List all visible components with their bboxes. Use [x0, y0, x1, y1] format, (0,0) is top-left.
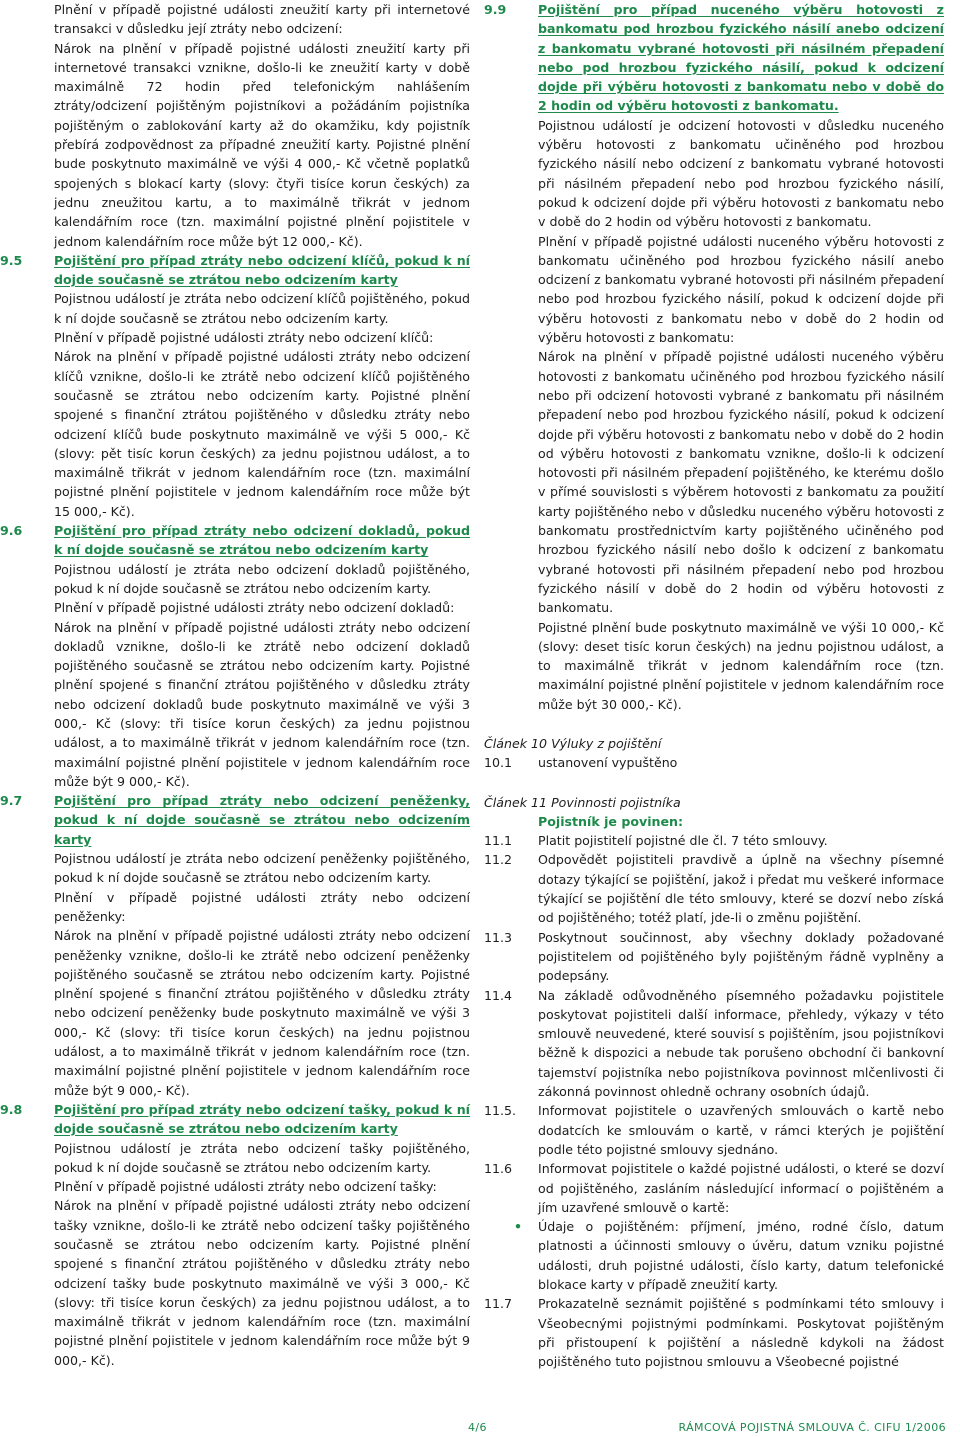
page-number: 4/6	[468, 1421, 487, 1434]
section-heading: Pojištění pro případ ztráty nebo odcizení tašky, pokud k ní dojde současně se ztrátou nebo odcizením karty	[54, 1101, 470, 1137]
item-number: 11.3	[484, 929, 513, 945]
article-11-title: Článek 11 Povinnosti pojistníka	[484, 794, 681, 810]
intro-paragraph: Plnění v případě pojistné události zneužití karty při internetové transakci v důsledku její ztráty nebo odcizení:	[54, 2, 470, 37]
item-text: Poskytnout součinnost, aby všechny doklady požadované pojistitelem od pojištěného byly pojištěným řádně vyplněny a podepsány.	[538, 929, 944, 984]
section-heading: Pojištění pro případ ztráty nebo odcizení peněženky, pokud k ní dojde současně se ztrátou nebo odcizením karty	[54, 793, 470, 847]
section-heading: Pojištění pro případ nuceného výběru hotovosti z bankomatu pod hrozbou fyzického násilí anebo odcizení z bankomatu vybrané hotovosti při násilném přepadení nebo pod hrozbou fyzického násilí, pokud k odcizení dojde při výběru hotovosti z bankomatu nebo v době do 2 hodin od výběru hotovosti z bankomatu.	[538, 2, 944, 114]
section-paragraph: Pojistnou událostí je ztráta nebo odcizení klíčů pojištěného, pokud k ní dojde současně se ztrátou nebo odcizením karty.	[54, 291, 470, 326]
bullet-text: Údaje o pojištěném: příjmení, jméno, rodné číslo, datum platnosti a účinnosti smlouvy o úvěru, datum vzniku pojistné události, druh pojistné události, číslo karty, datum telefonické blokace karty v případě zneužití karty.	[538, 1219, 944, 1292]
section-number: 9.9	[484, 2, 507, 17]
section-9-6	[0, 521, 470, 791]
section-9-7	[0, 791, 470, 1100]
section-paragraph: Nárok na plnění v případě pojistné události ztráty nebo odcizení tašky vznikne, došlo-li ke ztrátě nebo odcizení tašky pojištěného současně se ztrátou nebo odcizením karty. Pojistné plnění spojené s finanční ztrátou pojištěného v důsledku ztráty nebo odcizení tašky bude poskytnuto maximálně ve výši 3 000,- Kč (slovy: tři tisíce korun českých) za jednu pojistnou událost, a to maximálně třikrát v jednom kalendářním roce (tzn. maximální pojistné plnění pojistitele v jednom kalendářním roce může být 9 000,- Kč).	[54, 1198, 470, 1368]
item-text: Informovat pojistitele o uzavřených smlouvách o kartě nebo dodatcích ke smlouvám o kartě, v rámci kterých je pojištění podle této pojistné smlouvy sjednáno.	[538, 1103, 944, 1157]
item-number: 11.4	[484, 987, 513, 1003]
item-text: Prokazatelně seznámit pojištěné s podmínkami této smlouvy i Všeobecnými pojistnými podmínkami. Poskytovat pojištěným při přistoupení k pojištění a následně kdykoli na žádost pojištěného tuto pojistnou smlouvu a Všeobecné pojistné	[538, 1296, 944, 1370]
section-paragraph: Pojistnou událostí je ztráta nebo odcizení peněženky pojištěného, pokud k ní dojde současně se ztrátou nebo odcizením karty.	[54, 851, 470, 886]
section-number: 9.7	[0, 793, 23, 809]
item-number: 11.7	[484, 1296, 513, 1312]
item-number: 11.2	[484, 852, 513, 868]
lead-text: Pojistník je povinen:	[538, 813, 684, 829]
item-text: ustanovení vypuštěno	[538, 755, 678, 771]
item-11-7	[484, 1294, 944, 1371]
section-paragraph: Nárok na plnění v případě pojistné události ztráty nebo odcizení peněženky vznikne, došlo-li ke ztrátě nebo odcizení peněženky pojištěného současně se ztrátou nebo odcizením karty. Pojistné plnění spojené s finanční ztrátou pojištěného v důsledku ztráty nebo odcizení peněženky bude poskytnuto maximálně ve výši 3 000,- Kč (slovy: tři tisíce korun českých) na jednu pojistnou událost, a to maximálně třikrát v jednom kalendářním roce (tzn. maximální pojistné plnění pojistitele v jednom kalendářním roce může být 9 000,- Kč).	[54, 928, 470, 1098]
item-text: Platit pojistitelí pojistné dle čl. 7 této smlouvy.	[538, 833, 828, 849]
item-text: Odpovědět pojistiteli pravdivě a úplně na všechny písemné dotazy týkající se pojištění, jakož i předat mu veškeré informace týkající se pojištění dle této smlouvy, které se dozví nebo získá od pojištěného; totéž platí, jde-li o změnu pojištění.	[538, 852, 944, 926]
section-paragraph: Pojistnou událostí je ztráta nebo odcizení dokladů pojištěného, pokud k ní dojde současně se ztrátou nebo odcizením karty.	[54, 561, 470, 596]
item-number: 11.1	[484, 833, 513, 849]
section-heading: Pojištění pro případ ztráty nebo odcizení dokladů, pokud k ní dojde současně se ztrátou nebo odcizením karty	[54, 523, 470, 558]
section-9-8	[0, 1100, 470, 1370]
section-number: 9.8	[0, 1101, 23, 1117]
section-paragraph: Pojistnou událostí je ztráta nebo odcizení tašky pojištěného, pokud k ní dojde současně se ztrátou nebo odcizením karty.	[54, 1140, 470, 1175]
left-column	[0, 0, 470, 1370]
document-title: RÁMCOVÁ POJISTNÁ SMLOUVA Č. CIFU 1/2006	[678, 1421, 946, 1434]
section-number: 9.5	[0, 252, 23, 268]
item-11-6	[484, 1159, 944, 1217]
item-11-5	[484, 1101, 944, 1159]
bullet-icon: •	[514, 1219, 523, 1235]
section-paragraph: Nárok na plnění v případě pojistné události ztráty nebo odcizení klíčů vznikne, došlo-li ke ztrátě nebo odcizení klíčů pojištěného současně se ztrátou nebo odcizením karty. Pojistné plnění spojené s finanční ztrátou pojištěného v důsledku ztráty nebo odcizení klíčů bude poskytnuto maximálně ve výši 5 000,- Kč (slovy: pět tisíc korun českých) za jednu pojistnou událost, a to maximálně třikrát v jednom kalendářním roce (tzn. maximální pojistné plnění pojistitele v jednom kalendářním roce může být 15 000,- Kč).	[54, 349, 470, 519]
item-11-2	[484, 850, 944, 927]
item-number: 11.6	[484, 1161, 513, 1177]
item-number: 11.5.	[484, 1103, 517, 1119]
item-text: Na základě odůvodněného písemného požadavku pojistitele poskytovat pojistiteli další informace, přehledy, výkazy v této smlouvě neuvedené, které souvisí s pojištěním, jsou pojistníkovi běžně k dispozici a nebude tak porušeno obchodní či bankovní tajemství pojistníka nebo pojistníkova povinnost mlčenlivosti či zákonná povinnost ohledně ochrany osobních údajů.	[538, 987, 944, 1100]
item-number: 10.1	[484, 755, 513, 771]
article-10-title: Článek 10 Výluky z pojištění	[484, 735, 662, 751]
item-10-1	[484, 753, 944, 772]
section-paragraph: Plnění v případě pojistné události ztráty nebo odcizení klíčů:	[54, 330, 434, 346]
section-number: 9.6	[0, 523, 23, 539]
bullet-item	[484, 1217, 944, 1294]
intro-block	[0, 0, 470, 251]
section-paragraph: Nárok na plnění v případě pojistné události nuceného výběru hotovosti z bankomatu učiněného pod hrozbou fyzického násilí nebo při odcizení hotovosti vybrané z bankomatu při násilném přepadení nebo pod hrozbou fyzického násilí, pokud k odcizení dojde při výběru hotovosti z bankomatu nebo v době do 2 hodin od výběru hotovosti z bankomatu vznikne, došlo-li k odcizení hotovosti při násilném přepadení pojištěného, ke kterému došlo v přímé souvislosti s výběrem hotovosti z bankomatu za použití karty pojištěného nebo v důsledku nuceného výběru hotovosti z bankomatu prostřednictvím karty pojištěného učiněného pod hrozbou fyzického násilí nebo došlo k odcizení z bankomatu vybrané hotovosti při násilném přepadení nebo pod hrozbou fyzického násilí v době do 2 hodin od výběru hotovosti z bankomatu.	[538, 349, 944, 616]
section-paragraph: Pojistné plnění bude poskytnuto maximálně ve výši 10 000,- Kč (slovy: deset tisíc korun českých) na jednu pojistnou událost, a to maximálně třikrát v jednom kalendářním roce (tzn. maximální pojistné plnění pojistitele v jednom kalendářním roce může být 30 000,- Kč).	[538, 619, 944, 712]
section-paragraph: Plnění v případě pojistné události ztráty nebo odcizení peněženky:	[54, 889, 470, 924]
section-paragraph: Plnění v případě pojistné události ztráty nebo odcizení tašky:	[54, 1179, 437, 1195]
article-11-lead	[484, 812, 944, 831]
section-9-5	[0, 251, 470, 521]
item-11-3	[484, 928, 944, 986]
item-11-1	[484, 831, 944, 850]
intro-paragraph: Nárok na plnění v případě pojistné události zneužití karty při internetové transakci vznikne, došlo-li ke zneužití karty v době maximálně 72 hodin před telefonickým nahlášením ztráty/odcizení pojištěným pojistníkovi a požádáním pojistníka pojištěným o zablokování karty až do okamžiku, kdy pojistník přebírá zodpovědnost za případné zneužití karty. Pojistné plnění bude poskytnuto maximálně ve výši 4 000,- Kč včetně poplatků spojených s blokací karty (slovy: čtyři tisíce korun českých) za jednu zneužitou kartu, a to maximálně třikrát v jednom kalendářním roce (tzn. maximální pojistné plnění pojistitele v jednom kalendářním roce může být 12 000,- Kč).	[54, 40, 470, 249]
section-9-9	[484, 0, 944, 714]
section-paragraph: Pojistnou událostí je odcizení hotovosti v důsledku nuceného výběru hotovosti z bankomatu učiněného pod hrozbou fyzického násilí nebo odcizení z bankomatu vybrané hotovosti při násilném přepadení nebo pod hrozbou fyzického násilí, pokud k odcizení dojde při výběru hotovosti z bankomatu nebo v době do 2 hodin od výběru hotovosti z bankomatu.	[538, 117, 944, 230]
section-paragraph: Nárok na plnění v případě pojistné události ztráty nebo odcizení dokladů vznikne, došlo-li ke ztrátě nebo odcizení dokladů pojištěného současně se ztrátou nebo odcizením karty. Pojistné plnění spojené s finanční ztrátou pojištěného v důsledku ztráty nebo odcizení dokladů bude poskytnuto maximálně ve výši 3 000,- Kč (slovy: tři tisíce korun českých) za jednu pojistnou událost, a to maximálně třikrát v jednom kalendářním roce (tzn. maximální pojistné plnění pojistitele v jednom kalendářním roce může být 9 000,- Kč).	[54, 619, 470, 789]
section-heading: Pojištění pro případ ztráty nebo odcizení klíčů, pokud k ní dojde současně se ztrátou nebo odcizením karty	[54, 252, 470, 288]
item-11-4	[484, 986, 944, 1102]
item-text: Informovat pojistitele o každé pojistné události, o které se dozví od pojištěného, zasláním následující informací o pojištěném a jím uzavřené smlouvě o kartě:	[538, 1161, 944, 1215]
section-paragraph: Plnění v případě pojistné události nuceného výběru hotovosti z bankomatu učiněného pod hrozbou fyzického násilí anebo odcizení z bankomatu vybrané hotovosti při násilném přepadení nebo pod hrozbou fyzického násilí, pokud k odcizení dojde při výběru hotovosti z bankomatu nebo v době do 2 hodin od výběru hotovosti z bankomatu:	[538, 233, 944, 346]
section-paragraph: Plnění v případě pojistné události ztráty nebo odcizení dokladů:	[54, 600, 455, 616]
right-column	[484, 0, 944, 1371]
